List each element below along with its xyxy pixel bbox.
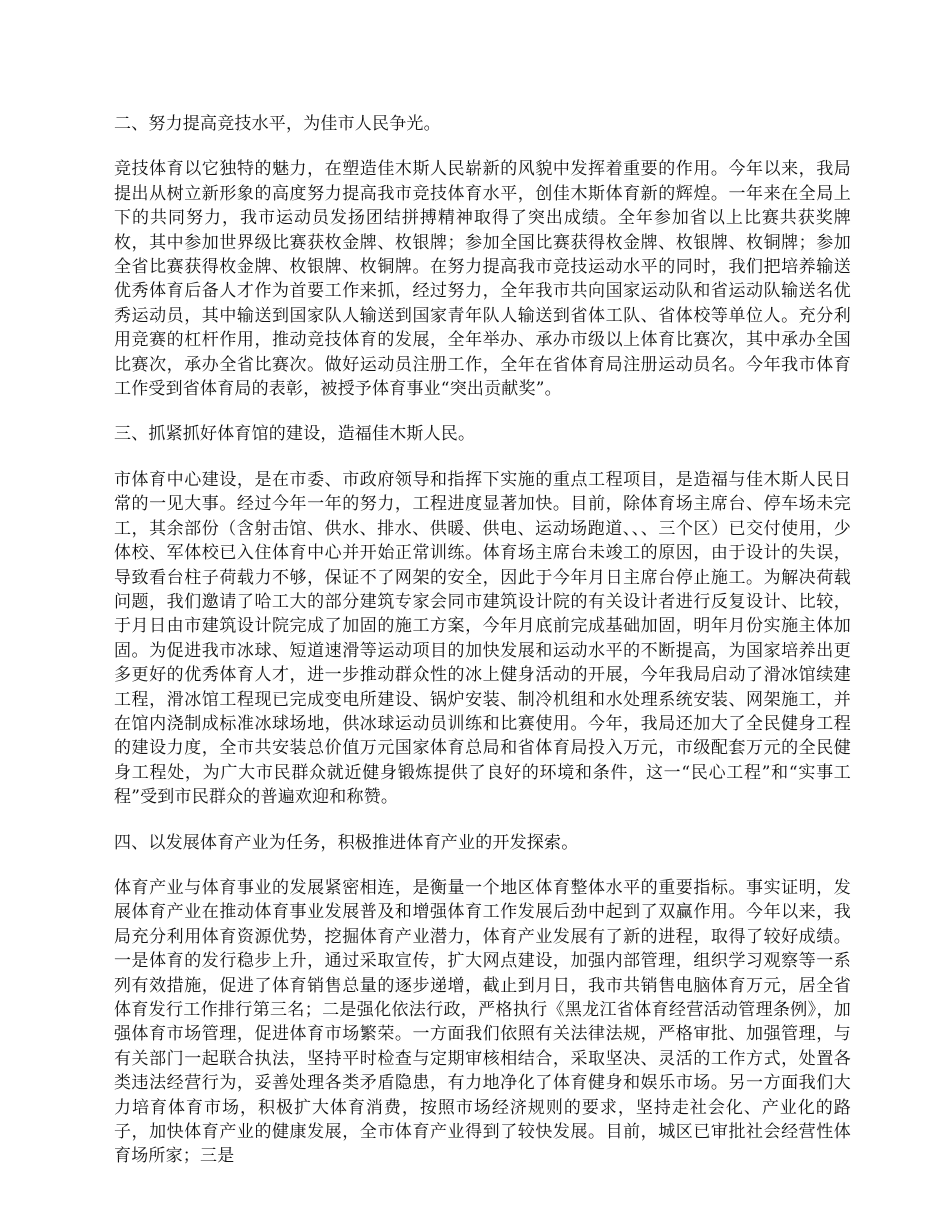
document-body: [114, 112, 851, 1190]
section-paragraph-sports-industry: 体育产业与体育事业的发展紧密相连，是衡量一个地区体育整体水平的重要指标。事实证明，发展体育产业在推动体育事业发展普及和增强体育工作发展后劲中起到了双赢作用。今年以来，我局充分利用体育资源优势，挖掘体育产业潜力，体育产业发展有了新的进程，取得了较好成绩。一是体育的发行稳步上升，通过采取宣传，扩大网点建设，加强内部管理，组织学习观察等一系列有效措施，促进了体育销售总量的逐步递增，截止到月日，我市共销售电脑体育万元，居全省体育发行工作排行第三名；二是强化依法行政，严格执行《黑龙江省体育经营活动管理条例》，加强体育市场管理，促进体育市场繁荣。一方面我们依照有关法律法规，严格审批、加强管理，与有关部门一起联合执法，坚持平时检查与定期审核相结合，采取坚决、灵活的工作方式，处置各类违法经营行为，妥善处理各类矛盾隐患，有力地净化了体育健身和娱乐市场。另一方面我们大力培育体育市场，积极扩大体育消费，按照市场经济规则的要求，坚持走社会化、产业化的路子，加快体育产业的健康发展，全市体育产业得到了较快发展。目前，城区已审批社会经营性体育场所家；三是: [114, 877, 851, 1167]
section-paragraph-gymnasium-construction: 市体育中心建设，是在市委、市政府领导和指挥下实施的重点工程项目，是造福与佳木斯人民日常的一见大事。经过今年一年的努力，工程进度显著加快。目前，除体育场主席台、停车场未完工，其余部份（含射击馆、供水、排水、供暖、供电、运动场跑道、、、三个区）已交付使用，少体校、军体校已入住体育中心并开始正常训练。体育场主席台未竣工的原因，由于设计的失误，导致看台柱子荷载力不够，保证不了网架的安全，因此于今年月日主席台停止施工。为解决荷载问题，我们邀请了哈工大的部分建筑专家会同市建筑设计院的有关设计者进行反复设计、比较，于月日由市建筑设计院完成了加固的施工方案，今年月底前完成基础加固，明年月份实施主体加固。为促进我市冰球、短道速滑等运动项目的加快发展和运动水平的不断提高，为国家培养出更多更好的优秀体育人才，进一步推动群众性的冰上健身活动的开展，今年我局启动了滑冰馆续建工程，滑冰馆工程现已完成变电所建设、锅炉安装、制冷机组和水处理系统安装、网架施工，并在馆内浇制成标准冰球场地，供冰球运动员训练和比赛使用。今年，我局还加大了全民健身工程的建设力度，全市共安装总价值万元国家体育总局和省体育局投入万元，市级配套万元的全民健身工程处，为广大市民群众就近健身锻炼提供了良好的环境和条件，这一“民心工程”和“实事工程”受到市民群众的普遍欢迎和称赞。: [114, 469, 851, 808]
section-heading-competitive-sports: 二、努力提高竞技水平，为佳市人民争光。: [114, 114, 441, 134]
section-paragraph-competitive-sports: 竞技体育以它独特的魅力，在塑造佳木斯人民崭新的风貌中发挥着重要的作用。今年以来，我局提出从树立新形象的高度努力提高我市竞技体育水平，创佳木斯体育新的辉煌。一年来在全局上下的共同努力，我市运动员发扬团结拼搏精神取得了突出成绩。全年参加省以上比赛共获奖牌枚，其中参加世界级比赛获枚金牌、枚银牌；参加全国比赛获得枚金牌、枚银牌、枚铜牌；参加全省比赛获得枚金牌、枚银牌、枚铜牌。在努力提高我市竞技运动水平的同时，我们把培养输送优秀体育后备人才作为首要工作来抓，经过努力，全年我市共向国家运动队和省运动队输送名优秀运动员，其中输送到国家队人输送到国家青年队人输送到省体工队、省体校等单位人。充分利用竞赛的杠杆作用，推动竞技体育的发展，全年举办、承办市级以上体育比赛次，其中承办全国比赛次，承办全省比赛次。做好运动员注册工作，全年在省体育局注册运动员名。今年我市体育工作受到省体育局的表彰，被授予体育事业“突出贡献奖”。: [114, 159, 851, 400]
section-heading-gymnasium-construction: 三、抓紧抓好体育馆的建设，造福佳木斯人民。: [114, 424, 476, 445]
section-heading-sports-industry: 四、以发展体育产业为任务，积极推进体育产业的开发探索。: [114, 832, 579, 853]
